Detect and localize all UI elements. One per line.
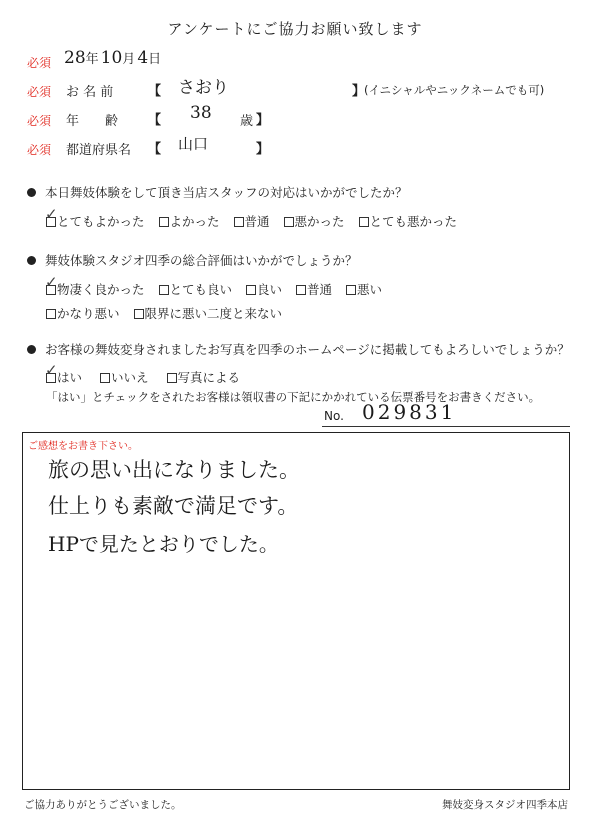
question-1-options bbox=[46, 212, 457, 230]
name-value[interactable]: さおり bbox=[178, 78, 229, 98]
q2-option-1[interactable]: とても良い bbox=[159, 282, 233, 297]
required-mark: 必須 bbox=[27, 85, 52, 99]
page-title: アンケートにご協力お願い致します bbox=[167, 20, 423, 38]
q2-option-0[interactable]: 物凄く良かった bbox=[46, 282, 145, 297]
bullet-icon bbox=[27, 256, 36, 265]
age-label: 年 齢 bbox=[66, 114, 119, 129]
q3-option-1[interactable]: いいえ bbox=[100, 370, 149, 385]
checkbox[interactable] bbox=[234, 217, 244, 227]
bullet-icon bbox=[27, 188, 36, 197]
checkbox[interactable] bbox=[246, 285, 256, 295]
q2-option-4[interactable]: 悪い bbox=[346, 282, 382, 297]
question-1-text: 本日舞妓体験をして頂き当店スタッフの対応はいかがでしたか？ bbox=[45, 185, 408, 200]
comment-label: ご感想をお書き下さい。 bbox=[28, 441, 138, 452]
checkbox[interactable] bbox=[167, 373, 177, 383]
age-value[interactable]: 38 bbox=[190, 103, 212, 123]
q3-option-2[interactable]: 写真による bbox=[167, 370, 241, 385]
footer-shop-name: 舞妓変身スタジオ四季本店 bbox=[442, 799, 568, 811]
question-2-options-row1 bbox=[46, 280, 382, 298]
required-mark: 必須 bbox=[27, 56, 52, 70]
required-mark: 必須 bbox=[27, 114, 52, 128]
checkbox[interactable] bbox=[346, 285, 356, 295]
q3-option-0[interactable]: はい bbox=[46, 370, 82, 385]
required-mark: 必須 bbox=[27, 143, 52, 157]
receipt-underline bbox=[322, 426, 570, 427]
checkbox[interactable] bbox=[46, 309, 56, 319]
receipt-label: No. bbox=[324, 409, 344, 423]
age-close-bracket: 】 bbox=[256, 113, 270, 128]
question-3-options bbox=[46, 368, 240, 386]
q1-option-3[interactable]: 悪かった bbox=[284, 214, 345, 229]
date-day-unit: 日 bbox=[148, 52, 162, 67]
question-2-text: 舞妓体験スタジオ四季の総合評価はいかがでしょうか？ bbox=[45, 253, 358, 268]
q2-option-5[interactable]: かなり悪い bbox=[46, 306, 120, 321]
prefecture-label: 都道府県名 bbox=[66, 143, 132, 158]
q1-option-1[interactable]: よかった bbox=[159, 214, 220, 229]
question-3-text: お客様の舞妓変身されましたお写真を四季のホームページに掲載してもよろしいでしょうか？ bbox=[45, 342, 570, 357]
checkbox[interactable] bbox=[296, 285, 306, 295]
check-mark-icon: ✓ bbox=[45, 205, 58, 223]
footer-thanks: ご協力ありがとうございました。 bbox=[24, 799, 182, 811]
comment-line-2: 仕上りも素敵で満足です。 bbox=[48, 494, 299, 518]
name-open-bracket: 【 bbox=[148, 84, 162, 99]
date-field[interactable] bbox=[64, 48, 161, 68]
checkbox[interactable] bbox=[159, 285, 169, 295]
receipt-number[interactable]: 029831 bbox=[362, 400, 457, 424]
comment-line-3: HPで見たとおりでした。 bbox=[48, 532, 279, 556]
question-2-options-row2 bbox=[46, 304, 282, 322]
name-close-bracket: 】 bbox=[352, 84, 366, 99]
prefecture-value[interactable]: 山口 bbox=[178, 135, 209, 153]
checkbox[interactable] bbox=[159, 217, 169, 227]
age-unit: 歳 bbox=[240, 114, 254, 129]
checkbox[interactable] bbox=[134, 309, 144, 319]
date-month: 10 bbox=[100, 48, 123, 68]
check-mark-icon: ✓ bbox=[45, 361, 58, 379]
age-open-bracket: 【 bbox=[148, 113, 162, 128]
prefecture-open-bracket: 【 bbox=[148, 142, 162, 157]
name-label: お 名 前 bbox=[66, 85, 114, 100]
q2-option-2[interactable]: 良い bbox=[246, 282, 282, 297]
receipt-note: 「はい」とチェックをされたお客様は領収書の下記にかかれている伝票番号をお書きください。 bbox=[46, 390, 541, 404]
check-mark-icon: ✓ bbox=[45, 273, 58, 291]
prefecture-close-bracket: 】 bbox=[256, 142, 270, 157]
q1-option-2[interactable]: 普通 bbox=[234, 214, 270, 229]
checkbox[interactable] bbox=[100, 373, 110, 383]
checkbox[interactable] bbox=[284, 217, 294, 227]
q1-option-4[interactable]: とても悪かった bbox=[359, 214, 458, 229]
date-day: 4 bbox=[137, 48, 149, 68]
date-month-unit: 月 bbox=[122, 52, 136, 67]
comment-line-1: 旅の思い出になりました。 bbox=[48, 458, 300, 482]
name-note: (イニシャルやニックネームでも可) bbox=[364, 83, 545, 97]
q2-option-6[interactable]: 限界に悪い二度と来ない bbox=[134, 306, 283, 321]
bullet-icon bbox=[27, 345, 36, 354]
comment-box[interactable] bbox=[22, 432, 570, 790]
date-year: 28 bbox=[64, 48, 86, 68]
date-year-unit: 年 bbox=[85, 52, 99, 67]
q1-option-0[interactable]: とてもよかった bbox=[46, 214, 145, 229]
q2-option-3[interactable]: 普通 bbox=[296, 282, 332, 297]
checkbox[interactable] bbox=[359, 217, 369, 227]
